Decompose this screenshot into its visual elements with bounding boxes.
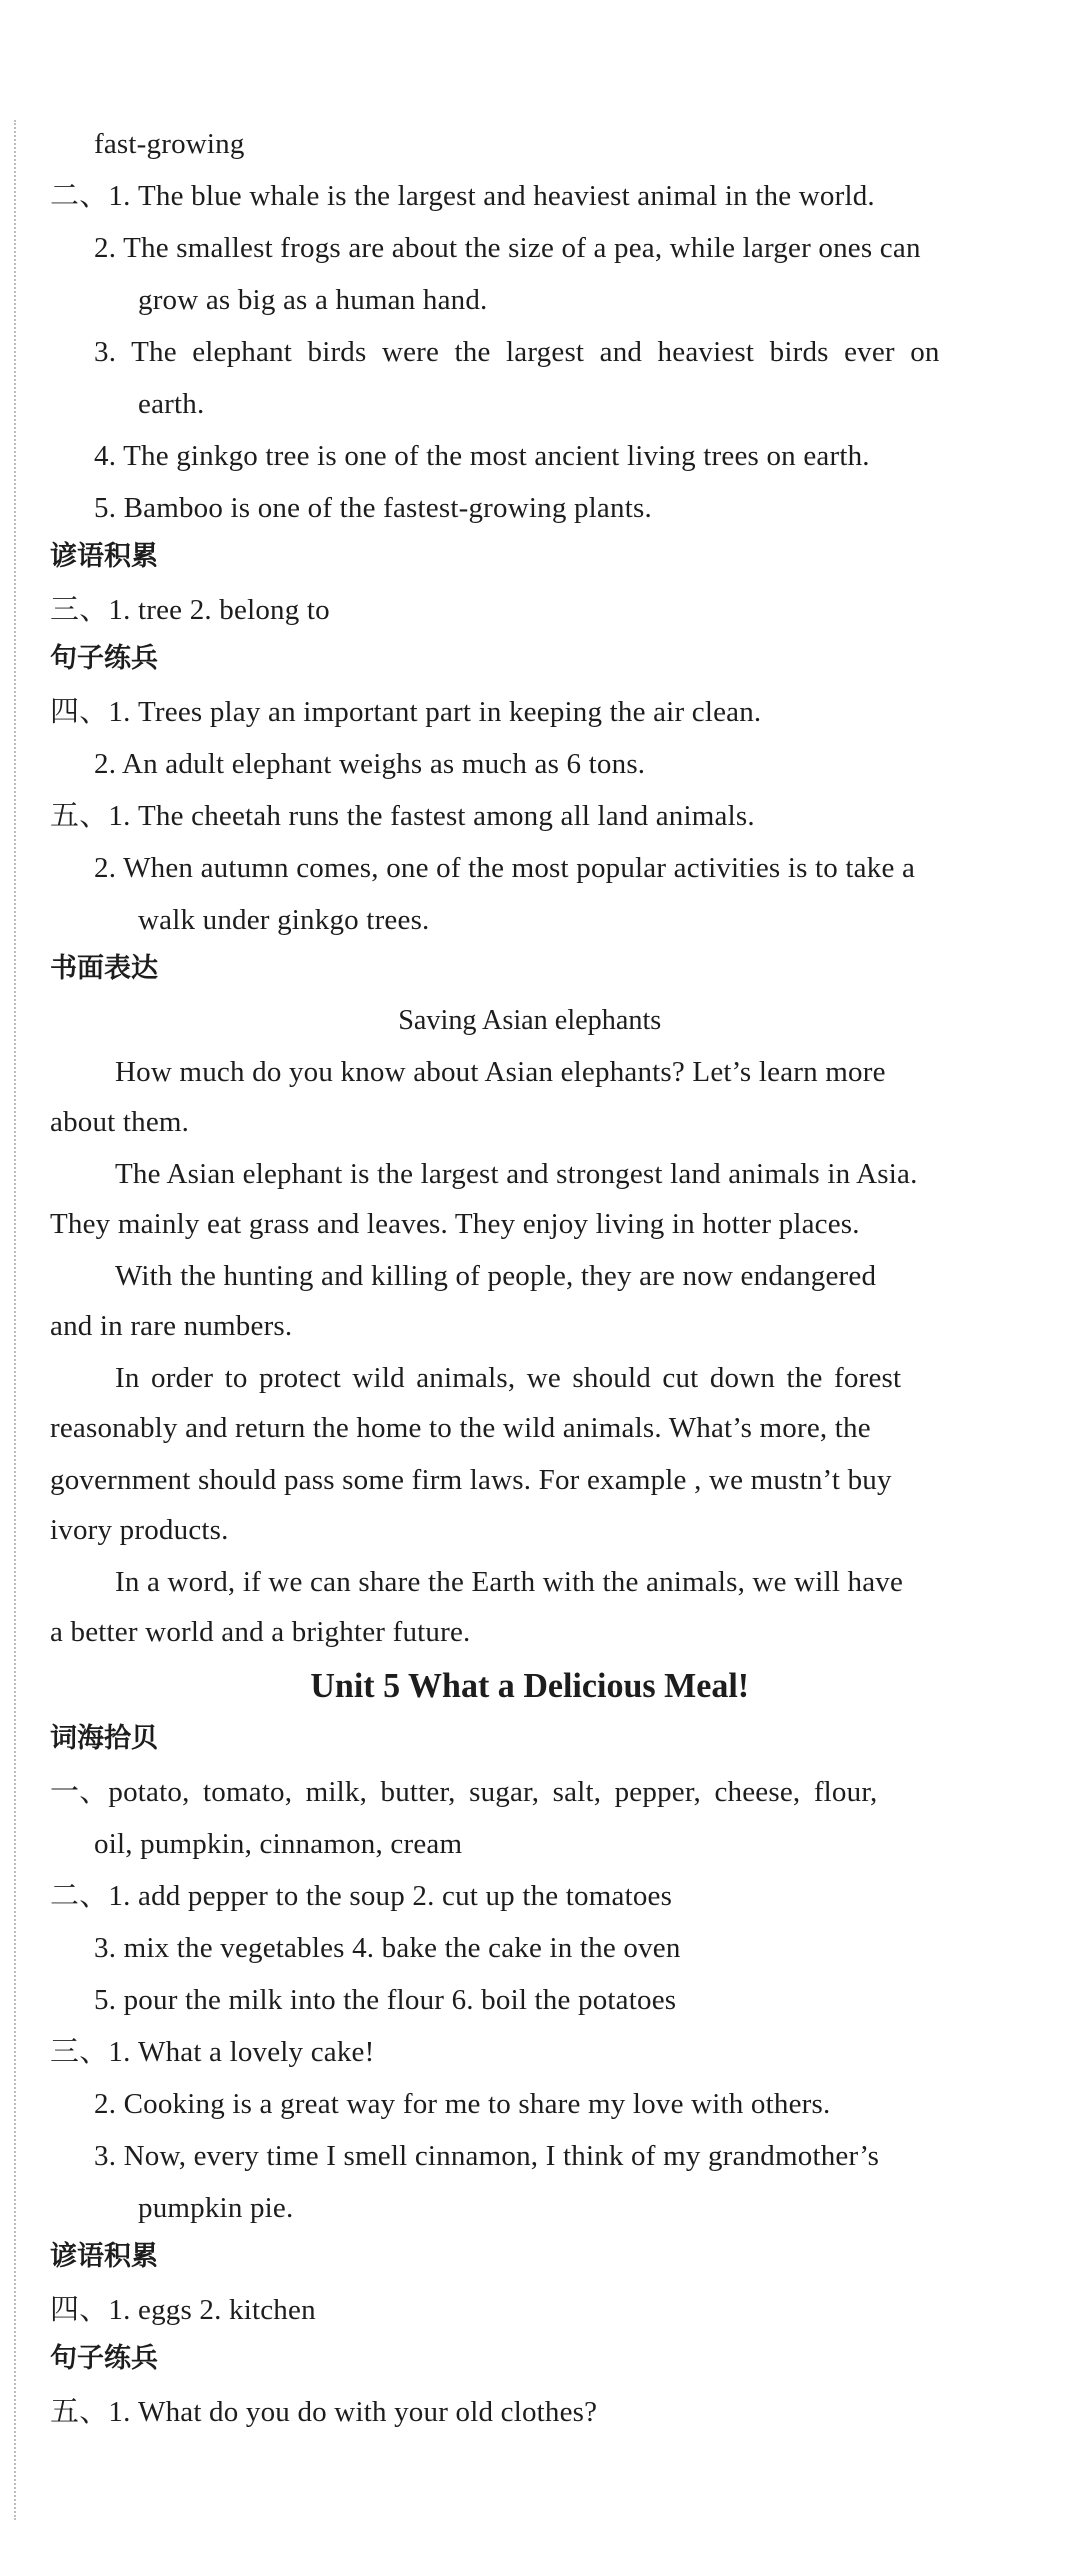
answer-line: 2. An adult elephant weighs as much as 6 tons. bbox=[94, 748, 646, 780]
section-heading-vocabulary: 词海拾贝 bbox=[50, 1723, 158, 1754]
essay-line: and in rare numbers. bbox=[50, 1310, 293, 1342]
answer-line: fast-growing bbox=[94, 128, 245, 160]
essay-line: How much do you know about Asian elephants? Let’s learn more bbox=[115, 1056, 886, 1088]
answer-line: 四、1. Trees play an important part in keeping the air clean. bbox=[50, 696, 762, 728]
essay-line: about them. bbox=[50, 1106, 190, 1138]
essay-line: With the hunting and killing of people, they are now endangered bbox=[115, 1260, 877, 1292]
essay-line: reasonably and return the home to the wild animals. What’s more, the bbox=[50, 1412, 871, 1444]
answer-line: 2. The smallest frogs are about the size of a pea, while larger ones can bbox=[94, 232, 921, 264]
essay-line: a better world and a brighter future. bbox=[50, 1616, 471, 1648]
essay-line: government should pass some firm laws. For example , we mustn’t buy bbox=[50, 1464, 892, 1496]
answer-line: 5. Bamboo is one of the fastest-growing plants. bbox=[94, 492, 652, 524]
answer-line: 3. The elephant birds were the largest and heaviest birds ever on bbox=[94, 336, 940, 368]
essay-title: Saving Asian elephants bbox=[398, 1004, 662, 1036]
answer-line: 五、1. What do you do with your old clothes? bbox=[50, 2396, 598, 2428]
answer-line: 五、1. The cheetah runs the fastest among all land animals. bbox=[50, 800, 755, 832]
answer-line: 三、1. tree 2. belong to bbox=[50, 594, 330, 626]
section-heading-sentences: 句子练兵 bbox=[50, 643, 158, 674]
answer-line: 二、1. add pepper to the soup 2. cut up the tomatoes bbox=[50, 1880, 673, 1912]
answer-line: walk under ginkgo trees. bbox=[138, 904, 430, 936]
essay-line: They mainly eat grass and leaves. They enjoy living in hotter places. bbox=[50, 1208, 860, 1240]
answer-line: grow as big as a human hand. bbox=[138, 284, 488, 316]
essay-line: In order to protect wild animals, we should cut down the forest bbox=[115, 1362, 902, 1394]
section-heading-proverbs: 谚语积累 bbox=[50, 541, 158, 572]
section-heading-proverbs-2: 谚语积累 bbox=[50, 2241, 158, 2272]
answer-line: 3. mix the vegetables 4. bake the cake in the oven bbox=[94, 1932, 681, 1964]
answer-line: 4. The ginkgo tree is one of the most ancient living trees on earth. bbox=[94, 440, 870, 472]
binding-margin-line bbox=[14, 120, 16, 2520]
answer-line: 2. When autumn comes, one of the most popular activities is to take a bbox=[94, 852, 916, 884]
answer-line: 3. Now, every time I smell cinnamon, I think of my grandmother’s bbox=[94, 2140, 880, 2172]
section-heading-sentences-2: 句子练兵 bbox=[50, 2343, 158, 2374]
answer-line: pumpkin pie. bbox=[138, 2192, 294, 2224]
section-heading-writing: 书面表达 bbox=[50, 953, 158, 984]
unit-title: Unit 5 What a Delicious Meal! bbox=[310, 1666, 750, 1705]
answer-line: oil, pumpkin, cinnamon, cream bbox=[94, 1828, 463, 1860]
answer-line: 2. Cooking is a great way for me to share my love with others. bbox=[94, 2088, 831, 2120]
answer-line: 二、1. The blue whale is the largest and heaviest animal in the world. bbox=[50, 180, 875, 212]
essay-line: ivory products. bbox=[50, 1514, 229, 1546]
essay-line: In a word, if we can share the Earth with the animals, we will have bbox=[115, 1566, 904, 1598]
essay-line: The Asian elephant is the largest and strongest land animals in Asia. bbox=[115, 1158, 918, 1190]
answer-line: 5. pour the milk into the flour 6. boil the potatoes bbox=[94, 1984, 677, 2016]
answer-line: 三、1. What a lovely cake! bbox=[50, 2036, 375, 2068]
answer-line: earth. bbox=[138, 388, 205, 420]
answer-line: 四、1. eggs 2. kitchen bbox=[50, 2294, 316, 2326]
answer-line: 一、potato, tomato, milk, butter, sugar, salt, pepper, cheese, flour, bbox=[50, 1776, 878, 1808]
